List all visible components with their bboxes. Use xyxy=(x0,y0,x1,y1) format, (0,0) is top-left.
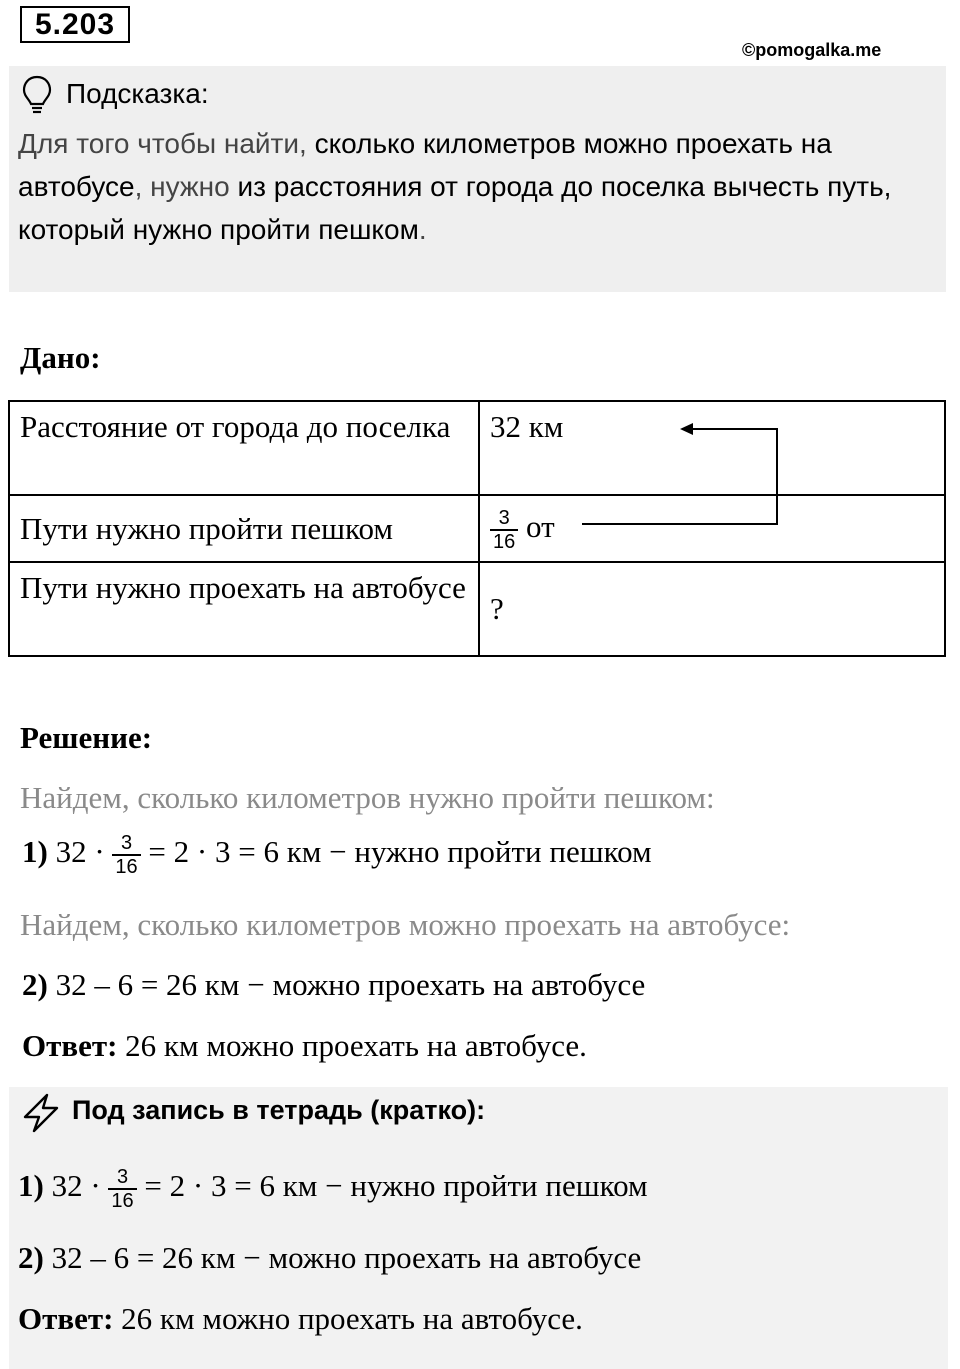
step-number: 2) xyxy=(18,1240,44,1275)
fraction xyxy=(490,507,518,553)
given-table xyxy=(8,400,946,657)
fraction-numerator: 3 xyxy=(108,1166,136,1190)
hint-text-part: , нужно xyxy=(134,171,238,202)
fraction-denominator: 16 xyxy=(493,530,516,553)
fraction-denominator: 16 xyxy=(111,1190,134,1212)
answer xyxy=(22,1028,587,1064)
step-number: 2) xyxy=(22,967,48,1002)
table-row xyxy=(9,401,945,495)
notebook-title: Под запись в тетрадь (кратко): xyxy=(72,1095,486,1125)
given-row-value: 32 км xyxy=(479,401,945,495)
arrow-connector xyxy=(570,418,790,530)
fraction-numerator: 3 xyxy=(112,832,140,856)
given-row-label: Расстояние от города до поселка xyxy=(9,401,479,495)
step-text: 32 · xyxy=(55,834,105,870)
watermark: ©pomogalka.me xyxy=(742,40,882,60)
step-text: = 2 · 3 = 6 км − нужно пройти пешком xyxy=(148,834,652,870)
hint-text-emphasis: из расстояния от города до поселка вычесть путь, который нужно пройти пешком xyxy=(18,171,892,245)
step2 xyxy=(22,967,645,1003)
table-row xyxy=(9,562,945,656)
step-text: 32 · xyxy=(51,1168,101,1204)
answer-text: 26 км можно проехать на автобусе. xyxy=(121,1301,583,1336)
step-number: 1) xyxy=(22,834,48,870)
hint-title: Подсказка: xyxy=(66,78,209,109)
fraction-numerator: 3 xyxy=(490,507,518,531)
answer-label: Ответ: xyxy=(18,1301,114,1336)
step2-intro: Найдем, сколько километров можно проехать на автобусе: xyxy=(20,907,791,942)
given-row-label: Пути нужно проехать на автобусе xyxy=(9,562,479,656)
step1-intro: Найдем, сколько километров нужно пройти пешком: xyxy=(20,780,715,815)
lightning-icon xyxy=(20,1092,62,1134)
fraction xyxy=(112,832,140,878)
lightbulb-icon xyxy=(20,74,54,116)
given-row-value: ? xyxy=(479,562,945,656)
notebook-answer xyxy=(18,1301,583,1337)
hint-text xyxy=(18,122,933,251)
task-number: 5.203 xyxy=(20,6,130,43)
hint-text-part: Для того чтобы найти, xyxy=(18,128,315,159)
answer-text: 26 км можно проехать на автобусе. xyxy=(125,1028,587,1063)
table-row xyxy=(9,495,945,562)
solution-label: Решение: xyxy=(20,720,153,755)
step-number: 1) xyxy=(18,1168,44,1204)
fraction-denominator: 16 xyxy=(115,856,138,878)
fraction xyxy=(108,1166,136,1212)
step-text: 32 – 6 = 26 км − можно проехать на автобусе xyxy=(51,1240,642,1275)
given-row-value: от xyxy=(526,509,555,545)
answer-label: Ответ: xyxy=(22,1028,118,1063)
given-row-label: Пути нужно пройти пешком xyxy=(9,495,479,562)
notebook-step2 xyxy=(18,1240,641,1276)
step1 xyxy=(22,832,652,878)
hint-text-emphasis: сколько километров можно проехать на автобусе xyxy=(18,128,832,202)
given-label: Дано: xyxy=(20,340,101,375)
notebook-step1 xyxy=(18,1166,648,1212)
hint-text-part: . xyxy=(418,214,427,245)
step-text: = 2 · 3 = 6 км − нужно пройти пешком xyxy=(144,1168,648,1204)
step-text: 32 – 6 = 26 км − можно проехать на автобусе xyxy=(55,967,646,1002)
